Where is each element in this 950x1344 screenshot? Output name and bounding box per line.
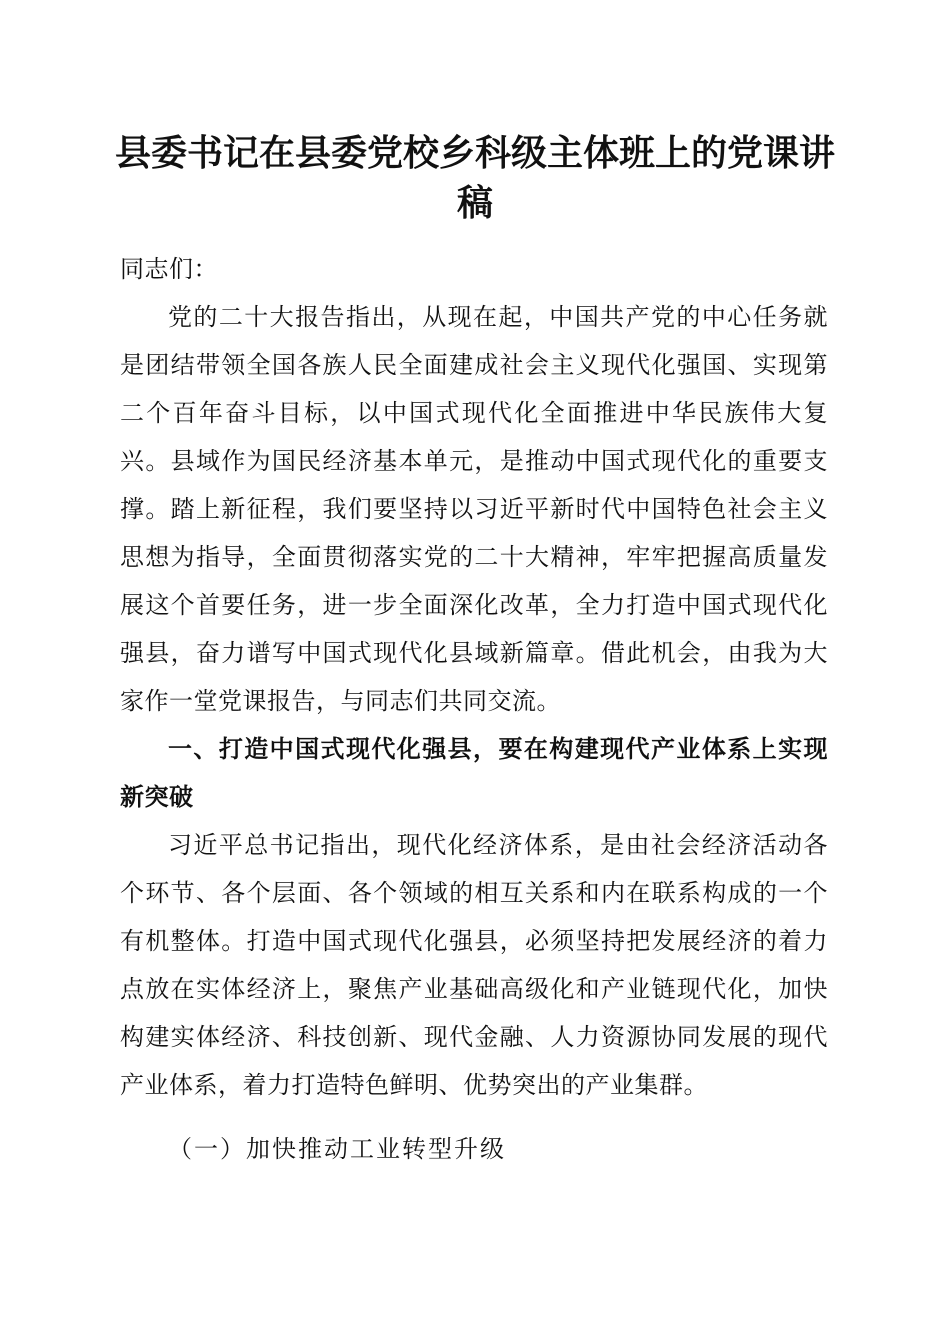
section-1-heading: 一、打造中国式现代化强县，要在构建现代产业体系上实现新突破	[120, 735, 828, 811]
section-1-paragraph: 习近平总书记指出，现代化经济体系，是由社会经济活动各个环节、各个层面、各个领域的相互关系和内在联系构成的一个有机整体。打造中国式现代化强县，必须坚持把发展经济的着力点放在实体经济上，聚焦产业基础高级化和产业链现代化，加快构建实体经济、科技创新、现代金融、人力资源协同发展的现代产业体系，着力打造特色鲜明、优势突出的产业集群。	[120, 831, 828, 1099]
subsection-1-heading: （一）加快推动工业转型升级	[168, 1135, 506, 1163]
greeting: 同志们：	[120, 255, 218, 283]
document-body	[120, 245, 828, 1173]
document-title: 县委书记在县委党校乡科级主体班上的党课讲稿	[114, 132, 835, 224]
intro-paragraph: 党的二十大报告指出，从现在起，中国共产党的中心任务就是团结带领全国各族人民全面建成社会主义现代化强国、实现第二个百年奋斗目标，以中国式现代化全面推进中华民族伟大复兴。县域作为国民经济基本单元，是推动中国式现代化的重要支撑。踏上新征程，我们要坚持以习近平新时代中国特色社会主义思想为指导，全面贯彻落实党的二十大精神，牢牢把握高质量发展这个首要任务，进一步全面深化改革，全力打造中国式现代化强县，奋力谱写中国式现代化县域新篇章。借此机会，由我为大家作一堂党课报告，与同志们共同交流。	[120, 303, 828, 715]
